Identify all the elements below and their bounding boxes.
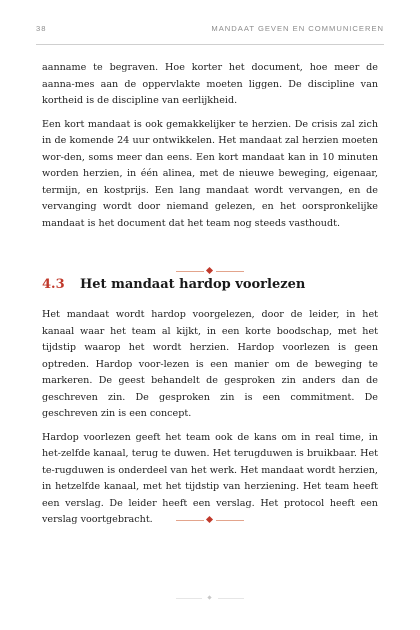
- section-divider-ornament: [176, 268, 244, 274]
- divider-line: [216, 520, 244, 521]
- section-heading: [42, 276, 378, 294]
- running-header: [36, 24, 384, 38]
- divider-line: [176, 271, 204, 272]
- body-text-top: [42, 60, 378, 239]
- footer-ornament: [176, 595, 244, 601]
- body-text-bottom: [42, 307, 378, 536]
- section-number: 4.3: [42, 277, 65, 292]
- chapter-title: MANDAAT GEVEN EN COMMUNICEREN: [211, 24, 384, 33]
- divider-line: [216, 271, 244, 272]
- divider-line: [218, 598, 244, 599]
- divider-line: [176, 520, 204, 521]
- paragraph-brevity: aanname te begraven. Hoe korter het document, hoe meer de aanna-mes aan de oppervlakte moeten liggen. De discipline van kortheid is de discipline van eerlijkheid.: [42, 62, 378, 106]
- paragraph-short-mandate: Een kort mandaat is ook gemakkelijker te herzien. De crisis zal zich in de komende 24 uur ontwikkelen. Het mandaat zal herzien moeten wor-den, soms meer dan eens. Een kort mandaat kan in 10 minuten worden herzien, in één alinea, met de nieuwe beweging, eigenaar, termijn, en kostprijs. Een lang mandaat wordt vervangen, en de vervanging wordt door niemand gelezen, en het oorspronkelijke mandaat is het document dat het team nog steeds vasthoudt.: [42, 118, 378, 229]
- paragraph-read-aloud: Het mandaat wordt hardop voorgelezen, door de leider, in het kanaal waar het team al kijkt, in een korte boodschap, met het tijdstip waarop het wordt herzien. Hardop voorlezen is geen optreden. Hardop voor-lezen is een manier om de beweging te markeren. De geest behandelt de gesproken zin anders dan de geschreven zin. De gesproken zin is een commitment. De geschreven zin is een concept.: [42, 309, 378, 419]
- dot-ornament-icon: [207, 595, 211, 599]
- section-title: Het mandaat hardop voorlezen: [80, 277, 306, 292]
- diamond-ornament-icon: [206, 267, 213, 274]
- diamond-ornament-icon: [206, 516, 213, 523]
- page-number: 38: [36, 24, 47, 33]
- end-divider-ornament: [176, 517, 244, 523]
- header-rule: [36, 44, 384, 45]
- divider-line: [176, 598, 202, 599]
- paragraph-push-back: Hardop voorlezen geeft het team ook de kans om in real time, in het-zelfde kanaal, terug te duwen. Het terugduwen is bruikbaar. Het te-rugduwen is onderdeel van het werk. Het mandaat wordt herzien, in hetzelfde kanaal, met het tijdstip van herziening. Het team heeft een verslag. De leider heeft een verslag. Het protocol heeft een verslag voortgebracht.: [42, 431, 378, 525]
